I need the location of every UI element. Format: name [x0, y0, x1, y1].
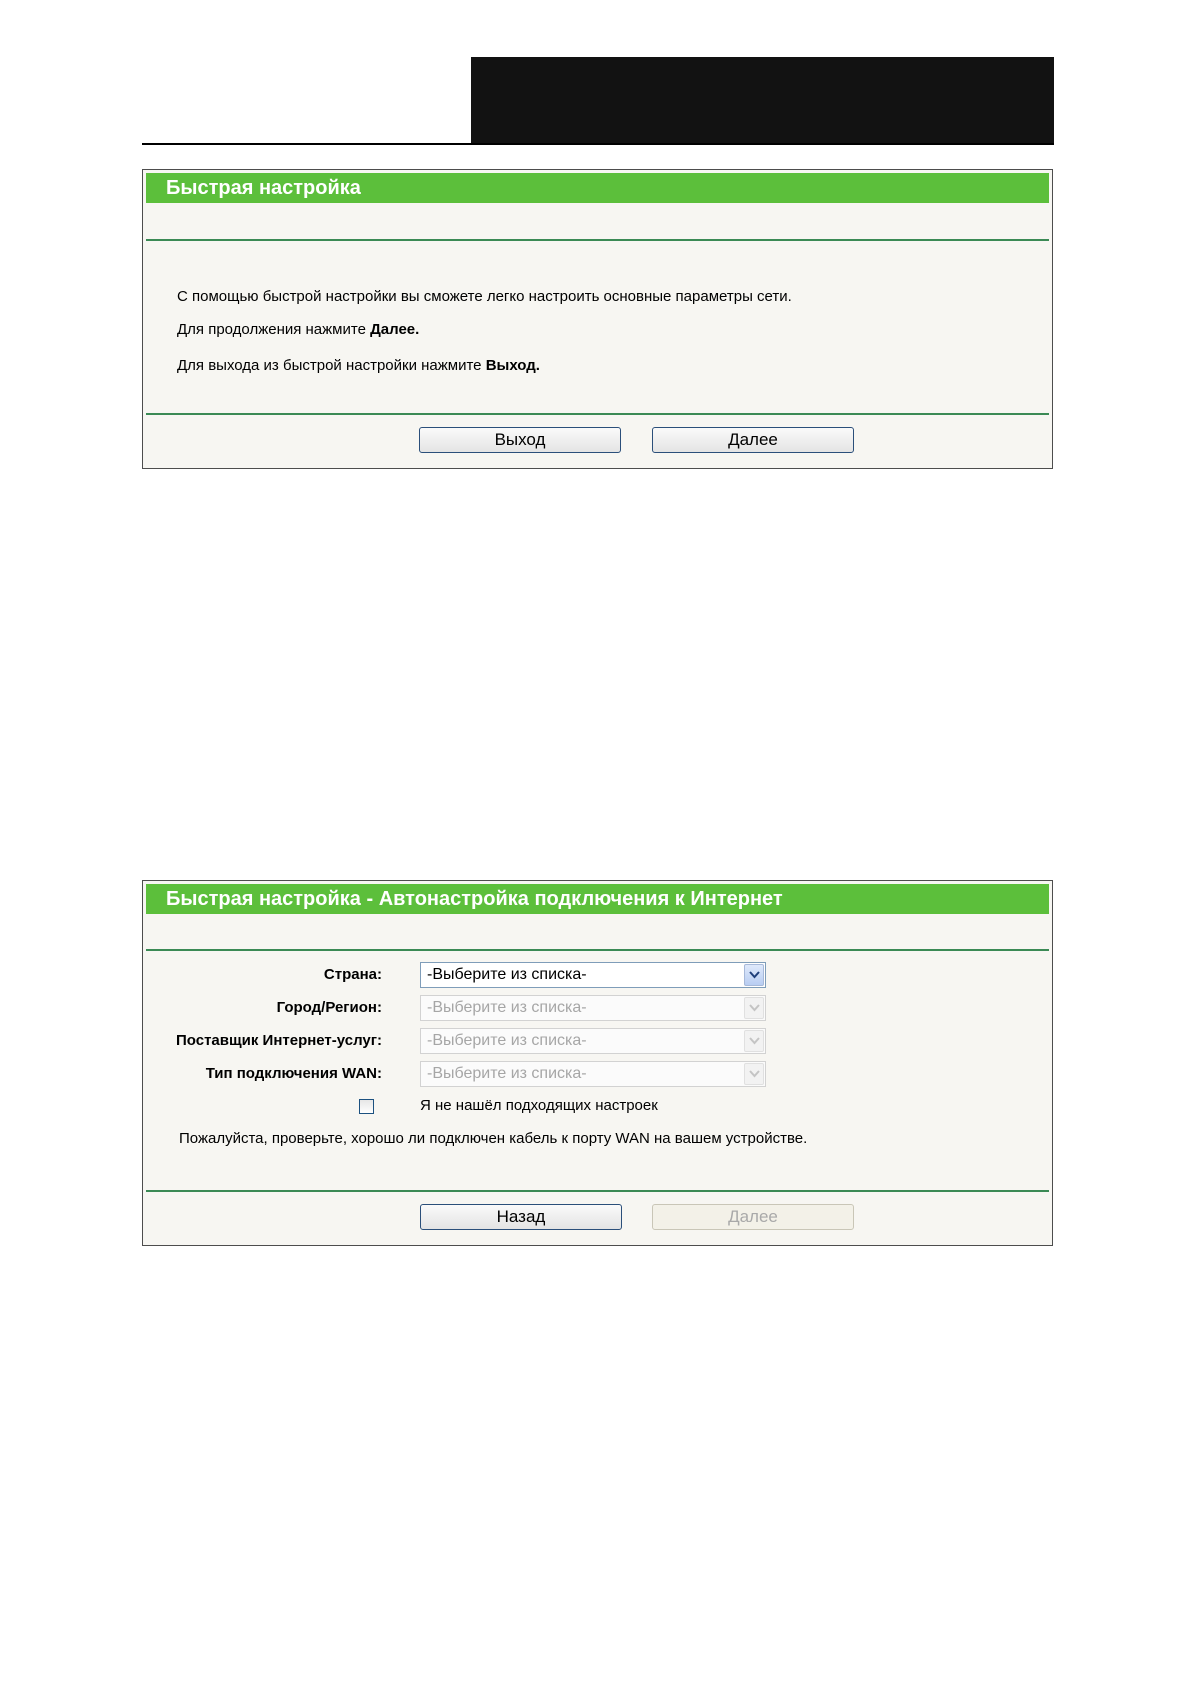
no-settings-checkbox[interactable] [359, 1099, 374, 1114]
wan-type-label: Тип подключения WAN: [205, 1065, 382, 1082]
page-header-banner [471, 57, 1054, 145]
exit-hint-keyword: Выход. [485, 357, 540, 374]
exit-button[interactable]: Выход [419, 427, 621, 453]
no-settings-label: Я не нашёл подходящих настроек [420, 1097, 658, 1114]
intro-text: С помощью быстрой настройки вы сможете легко настроить основные параметры сети. [177, 288, 792, 305]
isp-select[interactable] [420, 1028, 766, 1054]
page-header-rule [142, 143, 471, 145]
continue-hint-text: Для продолжения нажмите [177, 321, 371, 338]
panel-title: Быстрая настройка - Автонастройка подключения к Интернет [146, 884, 1049, 914]
exit-hint [177, 356, 540, 376]
back-button[interactable]: Назад [420, 1204, 622, 1230]
panel-title: Быстрая настройка [146, 173, 1049, 203]
divider [146, 1190, 1049, 1192]
divider [146, 413, 1049, 415]
exit-hint-text: Для выхода из быстрой настройки нажмите [177, 357, 486, 374]
continue-hint [177, 320, 419, 340]
isp-select-value: -Выберите из списка- [427, 1032, 587, 1049]
chevron-down-icon [744, 1030, 764, 1052]
region-label: Город/Регион: [276, 999, 382, 1016]
next-button-disabled[interactable]: Далее [652, 1204, 854, 1230]
cable-notice: Пожалуйста, проверьте, хорошо ли подключен кабель к порту WAN на вашем устройстве. [179, 1130, 808, 1147]
wan-type-select-value: -Выберите из списка- [427, 1065, 587, 1082]
region-select[interactable] [420, 995, 766, 1021]
chevron-down-icon[interactable] [744, 964, 764, 986]
auto-config-panel [142, 880, 1053, 1246]
country-label: Страна: [323, 966, 382, 983]
isp-label: Поставщик Интернет-услуг: [175, 1032, 382, 1049]
chevron-down-icon [744, 1063, 764, 1085]
next-button[interactable]: Далее [652, 427, 854, 453]
chevron-down-icon [744, 997, 764, 1019]
divider [146, 949, 1049, 951]
region-select-value: -Выберите из списка- [427, 999, 587, 1016]
divider [146, 239, 1049, 241]
quick-setup-panel [142, 169, 1053, 469]
wan-type-select[interactable] [420, 1061, 766, 1087]
country-select[interactable] [420, 962, 766, 988]
country-select-value: -Выберите из списка- [427, 966, 587, 983]
continue-hint-keyword: Далее. [370, 321, 420, 338]
